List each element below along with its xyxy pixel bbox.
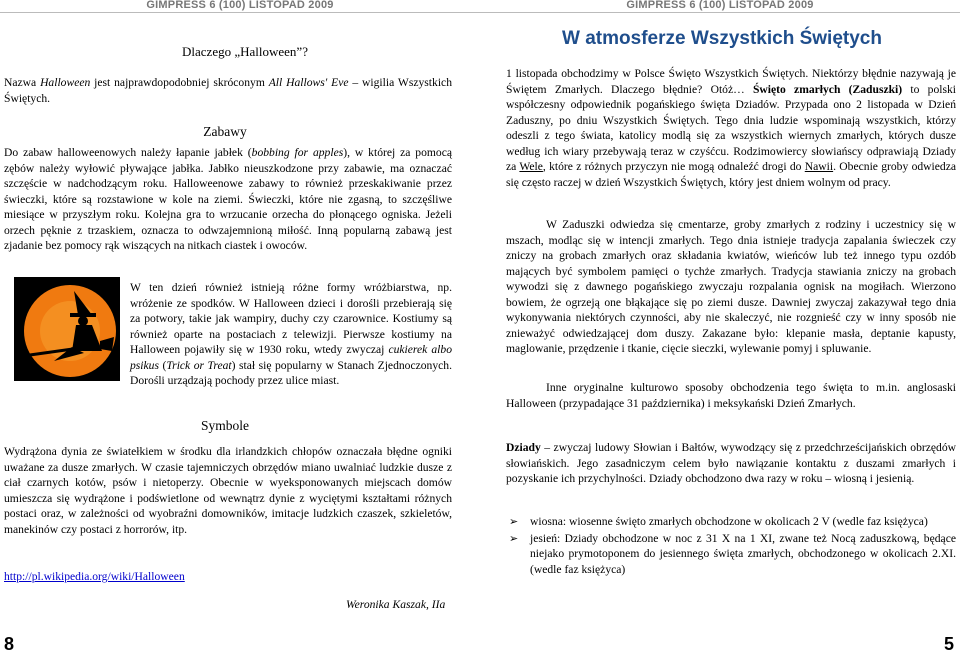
swieci-paragraph-1: 1 listopada obchodzimy w Polsce Święto Wszystkich Świętych. Niektórzy błędnie nazywają je Świętem Zmarłych. Dlaczego błędnie? Otóż… Święto zmarłych (Zaduszki) to polski współczesny odpowiednik pogańskiego święta Dziadów. Przypada ono 2 listopada w Dzień Zaduszny, po dniu Wszystkich Świętych. Tego dnia ludzie wspominają wszystkich, którzy odeszli z tego świata, katolicy modlą się za wszystkich wiernych zmarłych, których dusze według ich wiary przebywają teraz w czyśćcu. Rodzimowiercy słowiańscy odprawiają Dziady za Wele, które z różnych przyczyn nie mogą odnaleźć drogi do Nawii. Obecnie groby odwiedza się często raczej w dzień Wszystkich Świętych, który jest dniem wolnym od pracy. xyxy=(506,67,956,189)
wrozby-paragraph: W ten dzień również istnieją różne formy wróżbiarstwa, np. wróżenie ze spodków. W Halloween dzieci i dorośli przebierają się za potwory, takie jak wampiry, duchy czy czarownice. Kostiumy są również oparte na postaciach z telewizji. Pierwsze kostiumy na Halloween pojawiły się w 1930 roku, wtedy zwyczaj cukierek albo psikus (Trick or Treat) stał się popularny w Stanach Zjednoczonych. Dorośli urządzają pochody przez ulice miast. xyxy=(130,281,452,387)
article-title-swieci: W atmosferze Wszystkich Świętych xyxy=(562,28,882,49)
swieci-paragraph-3: Inne oryginalne kulturowo sposoby obchodzenia tego święta to m.in. anglosaski Halloween (przypadające 31 października) i meksykański Dzień Zmarłych. xyxy=(506,381,956,410)
swieci-paragraph-2: W Zaduszki odwiedza się cmentarze, groby zmarłych z rodziny i uczestnicy się w mszach, modląc się w intencji zmarłych. Tego dnia istnieje tradycja zapalania świeczek czy zniczy na grobach zmarłych oraz składania kwiatów, wieńców lub też innego typu ozdób mających być symbolem pamięci o tychże zmarłych. Tradycja stawiania zniczy na grobach wywodzi się z dawnego pogańskiego zwyczaju rozpalania ognisk na mogiłach. Wierzono bowiem, że ogrzeją one błąkające się po ziemi dusze. Dawniej zwyczaj zakazywał tego dnia wykonywania niektórych czynności, aby nie skaleczyć, nie rozgnieść czy w inny sposób nie znieważyć odwiedzającej dom duszy. Zakazane było: klepanie masła, deptanie kapusty, maglowanie, przędzenie i tkanie, cięcie sieczki, wylewanie pomyj i spluwanie. xyxy=(506,218,956,355)
intro-paragraph: Nazwa Halloween jest najprawdopodobniej skróconym All Hallows' Eve – wigilia Wszystkich Świętych. xyxy=(4,76,452,105)
page-number-right: 5 xyxy=(944,634,955,654)
running-header-right: GIMPRESS 6 (100) LISTOPAD 2009 xyxy=(480,0,960,13)
dziady-paragraph: Dziady – zwyczaj ludowy Słowian i Bałtów, wywodzący się z przedchrześcijańskich obrzędów słowiańskich. Jego zasadniczym celem było nawiązanie kontaktu z duszami zmarłych i pozyskanie ich przychylności. Dziady obchodzono dwa razy w roku – wiosną i jesienią. xyxy=(506,441,956,485)
right-page xyxy=(480,0,960,652)
page-number-left: 8 xyxy=(4,634,15,654)
left-page xyxy=(0,0,480,652)
running-header-left: GIMPRESS 6 (100) LISTOPAD 2009 xyxy=(0,0,480,13)
wikipedia-link[interactable]: http://pl.wikipedia.org/wiki/Halloween xyxy=(4,570,185,583)
zabawy-heading: Zabawy xyxy=(203,124,247,139)
arrow-bullet-icon: ➢ xyxy=(509,515,519,528)
witch-on-moon-image xyxy=(14,277,120,381)
article-title-halloween: Dlaczego „Halloween”? xyxy=(182,44,308,59)
list-item: ➢ jesień: Dziady obchodzone w noc z 31 X na 1 XI, zwane też Nocą zaduszkową, będące niejako prymotoponem do jesiennego święta zmarłych, obchodzonego w okolicach 2.XI. (wedle faz księżyca) xyxy=(509,531,956,576)
arrow-bullet-icon: ➢ xyxy=(509,531,519,545)
author-signature: Weronika Kaszak, IIa xyxy=(346,598,446,611)
dziady-list xyxy=(506,514,956,578)
zabawy-paragraph: Do zabaw halloweenowych należy łapanie jabłek (bobbing for apples), w której za pomocą zębów należy wyłowić pływające jabłka. Jabłko nieuszkodzone przy zabawie, ma oznaczać szczęście w nadchodzącym roku. Halloweenowe zabawy to również przeskakiwanie przez świeczki, które są rozstawione w kole na ziemi. Świeczki, które nie zgasną, to szczęśliwe miesiące w przyszłym roku. Kolejna gra to wrzucanie orzecha do płonącego ogniska. Jeżeli orzech pęknie z trzaskiem, oznacza to odwzajemnioną miłość. Inną popularną zabawą jest zjadanie bez pomocy rąk wiszących na nitkach ciastek i owoców. xyxy=(4,146,453,252)
symbole-heading: Symbole xyxy=(200,418,249,433)
symbole-paragraph: Wydrążona dynia ze światełkiem w środku dla irlandzkich chłopów oznaczała błędne ogniki uważane za dusze zmarłych. W czasie tajemniczych obrzędów miano uwalniać ludzkie dusze z ciał czarnych kotów, psów i nietoperzy. Obecnie w wyeksponowanych miejscach domów umieszcza się wydrążone i podświetlone od wewnątrz dynie z wyciętymi kształtami różnych postaci oraz, w zależności od wyobraźni domowników, imitacje ludzkich czaszek, szkieletów, manekinów czy postaci z horrorów, itp. xyxy=(4,445,452,536)
list-item: ➢ wiosna: wiosenne święto zmarłych obchodzone w okolicach 2 V (wedle faz księżyca) xyxy=(509,515,928,528)
